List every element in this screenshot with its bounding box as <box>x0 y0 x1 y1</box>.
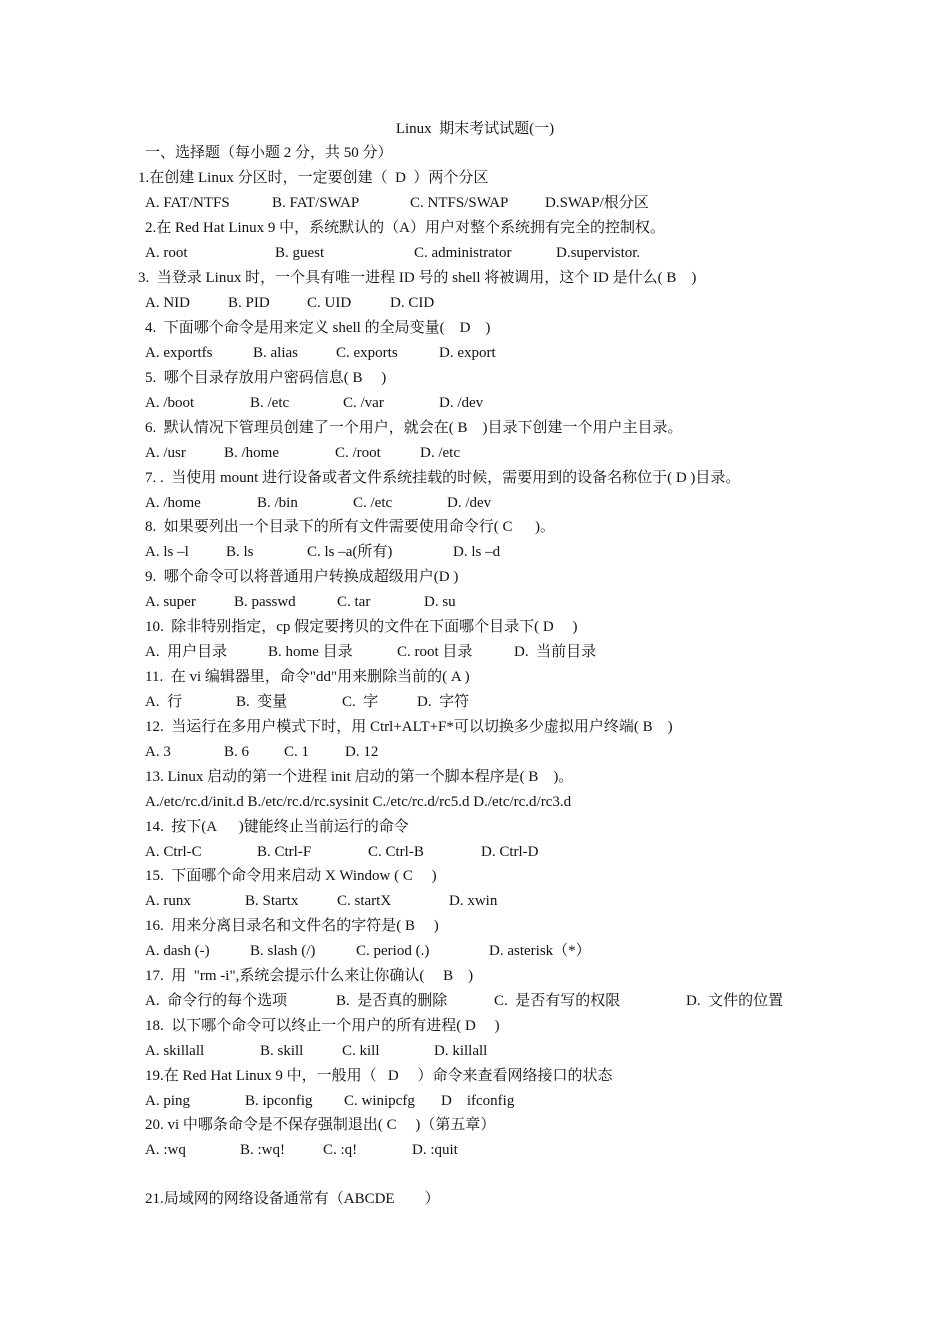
question-text: 8. 如果要列出一个目录下的所有文件需要使用命令行( C )。 <box>145 519 555 535</box>
option-a: A. runx <box>145 893 191 909</box>
option-d: D. ls –d <box>453 544 501 560</box>
option-b: B. alias <box>253 345 298 361</box>
option-b: B. 变量 <box>236 694 288 710</box>
option-c: C. administrator <box>414 245 512 261</box>
option-d: D. xwin <box>449 893 498 909</box>
option-d: D. /dev <box>439 395 484 411</box>
question-text: 4. 下面哪个命令是用来定义 shell 的全局变量( D ) <box>145 320 491 336</box>
question-text: 10. 除非特别指定，cp 假定要拷贝的文件在下面哪个目录下( D ) <box>145 619 578 635</box>
option-a: A. /usr <box>145 445 186 461</box>
option-b: B. slash (/) <box>250 943 316 959</box>
option-b: B. passwd <box>234 594 296 610</box>
option-c: C. 1 <box>284 744 310 760</box>
option-b: B. PID <box>228 295 270 311</box>
option-d: D. Ctrl-D <box>481 844 539 860</box>
option-d: D. export <box>439 345 496 361</box>
question-text: 17. 用 "rm -i",系统会提示什么来让你确认( B ) <box>145 968 474 984</box>
option-c: C. /var <box>343 395 384 411</box>
option-c: C. /root <box>335 445 381 461</box>
option-a: A. exportfs <box>145 345 213 361</box>
option-d: D ifconfig <box>441 1093 515 1109</box>
option-c: C. /etc <box>353 495 393 511</box>
option-d: D. asterisk（*） <box>489 943 591 959</box>
option-a: A. skillall <box>145 1043 205 1059</box>
option-b: B. /etc <box>250 395 290 411</box>
question-text: 15. 下面哪个命令用来启动 X Window ( C ) <box>145 868 437 884</box>
option-a: A. Ctrl-C <box>145 844 202 860</box>
option-d: D.supervistor. <box>556 245 641 261</box>
question-text: 13. Linux 启动的第一个进程 init 启动的第一个脚本程序是( B )。 <box>145 769 574 785</box>
option-d: D.SWAP/根分区 <box>545 195 649 211</box>
question-text: 12. 当运行在多用户模式下时，用 Ctrl+ALT+F*可以切换多少虚拟用户终端( B ) <box>145 719 673 735</box>
option-c: C. :q! <box>323 1142 358 1158</box>
option-c: C. 是否有写的权限 <box>494 993 621 1009</box>
question-text: 9. 哪个命令可以将普通用户转换成超级用户(D ) <box>145 569 459 585</box>
option-c: C. 字 <box>342 694 379 710</box>
option-c: C. root 目录 <box>397 644 473 660</box>
option-b: B. guest <box>275 245 325 261</box>
option-b: B. /home <box>224 445 279 461</box>
option-all: A./etc/rc.d/init.d B./etc/rc.d/rc.sysinit C./etc/rc.d/rc5.d D./etc/rc.d/rc3.d <box>145 794 572 810</box>
option-d: D. 字符 <box>417 694 470 710</box>
option-d: D. killall <box>434 1043 488 1059</box>
option-a: A. 命令行的每个选项 <box>145 993 288 1009</box>
option-a: A. 行 <box>145 694 183 710</box>
option-c: C. Ctrl-B <box>368 844 424 860</box>
option-c: C. kill <box>342 1043 380 1059</box>
option-b: B. 是否真的删除 <box>336 993 448 1009</box>
option-c: C. UID <box>307 295 352 311</box>
question-text: 18. 以下哪个命令可以终止一个用户的所有进程( D ) <box>145 1018 500 1034</box>
option-b: B. FAT/SWAP <box>272 195 360 211</box>
option-b: B. Startx <box>245 893 299 909</box>
option-d: D. su <box>424 594 456 610</box>
option-c: C. ls –a(所有) <box>307 544 393 560</box>
option-a: A. 用户目录 <box>145 644 228 660</box>
option-d: D. 当前目录 <box>514 644 597 660</box>
option-a: A. 3 <box>145 744 171 760</box>
option-d: D. 文件的位置 <box>686 993 784 1009</box>
question-text: 19.在 Red Hat Linux 9 中，一般用（ D ）命令来查看网络接口的状态 <box>145 1068 613 1084</box>
question-text: 5. 哪个目录存放用户密码信息( B ) <box>145 370 387 386</box>
question-text: 6. 默认情况下管理员创建了一个用户，就会在( B )目录下创建一个用户主目录。 <box>145 420 683 436</box>
question-text: 21.局域网的网络设备通常有（ABCDE ） <box>145 1191 440 1207</box>
option-b: B. 6 <box>224 744 250 760</box>
document-title: Linux 期末考试试题(一) <box>395 121 555 137</box>
option-a: A. /home <box>145 495 201 511</box>
option-c: C. exports <box>336 345 398 361</box>
question-text: 14. 按下(A )键能终止当前运行的命令 <box>145 819 409 835</box>
section-heading: 一、选择题（每小题 2 分，共 50 分） <box>145 145 393 161</box>
question-text: 3. 当登录 Linux 时，一个具有唯一进程 ID 号的 shell 将被调用，这个 ID 是什么( B ) <box>138 270 697 286</box>
option-a: A. :wq <box>145 1142 186 1158</box>
option-a: A. super <box>145 594 196 610</box>
option-c: C. winipcfg <box>344 1093 415 1109</box>
option-a: A. /boot <box>145 395 195 411</box>
option-a: A. root <box>145 245 188 261</box>
option-b: B. :wq! <box>240 1142 285 1158</box>
option-d: D. 12 <box>345 744 379 760</box>
question-text: 20. vi 中哪条命令是不保存强制退出( C )（第五章） <box>145 1117 496 1133</box>
option-b: B. skill <box>260 1043 304 1059</box>
option-c: C. startX <box>337 893 392 909</box>
option-a: A. ls –l <box>145 544 189 560</box>
option-a: A. ping <box>145 1093 190 1109</box>
question-text: 1.在创建 Linux 分区时，一定要创建（ D ）两个分区 <box>138 170 489 186</box>
question-text: 7. . 当使用 mount 进行设备或者文件系统挂载的时候，需要用到的设备名称位于( D )目录。 <box>145 470 741 486</box>
option-a: A. dash (-) <box>145 943 210 959</box>
option-c: C. tar <box>337 594 371 610</box>
option-a: A. NID <box>145 295 190 311</box>
option-b: B. ls <box>226 544 254 560</box>
option-b: B. /bin <box>257 495 298 511</box>
option-d: D. /etc <box>420 445 460 461</box>
option-a: A. FAT/NTFS <box>145 195 230 211</box>
question-text: 2.在 Red Hat Linux 9 中，系统默认的（A）用户对整个系统拥有完全的控制权。 <box>145 220 665 236</box>
option-b: B. Ctrl-F <box>257 844 312 860</box>
option-c: C. period (.) <box>356 943 430 959</box>
option-d: D. :quit <box>412 1142 458 1158</box>
option-b: B. home 目录 <box>268 644 353 660</box>
option-d: D. /dev <box>447 495 492 511</box>
option-c: C. NTFS/SWAP <box>410 195 509 211</box>
option-b: B. ipconfig <box>245 1093 313 1109</box>
question-text: 11. 在 vi 编辑器里，命令"dd"用来删除当前的( A ) <box>145 669 470 685</box>
option-d: D. CID <box>390 295 435 311</box>
question-text: 16. 用来分离目录名和文件名的字符是( B ) <box>145 918 439 934</box>
